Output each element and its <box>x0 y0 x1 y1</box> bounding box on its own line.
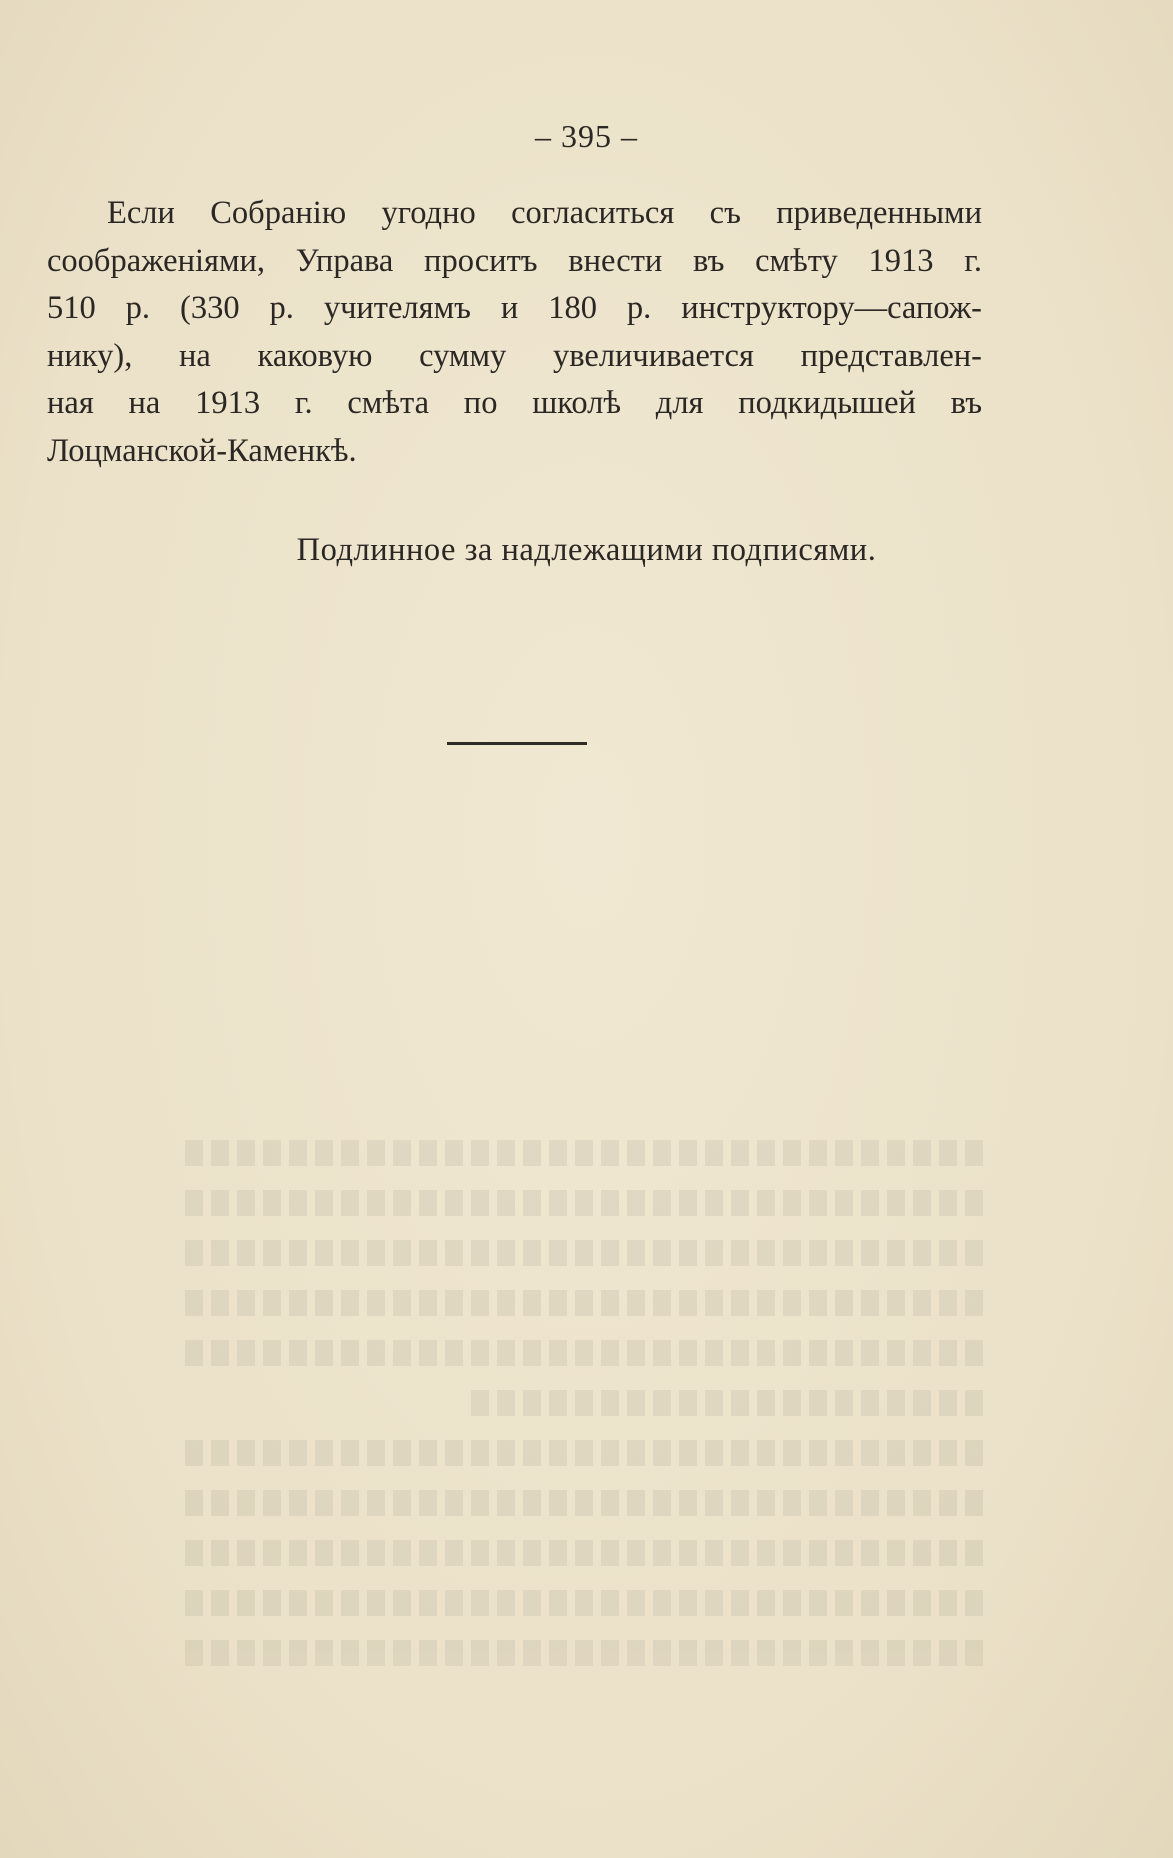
section-end-rule <box>447 742 587 745</box>
paragraph-line: 510 р. (330 р. учителямъ и 180 р. инструктору—сапож- <box>47 290 982 326</box>
page-number: – 395 – <box>535 118 638 154</box>
paragraph-line: Лоцманской-Каменкѣ. <box>47 432 357 469</box>
paragraph-line: соображеніями, Управа проситъ внести въ смѣту 1913 г. <box>47 242 982 279</box>
paragraph-line: ная на 1913 г. смѣта по школѣ для подкидышей въ <box>47 385 982 421</box>
signature-note: Подлинное за надлежащими подписями. <box>296 532 877 568</box>
paragraph-line: Если Собранію угодно согласиться съ приведенными <box>107 195 982 231</box>
body-paragraph <box>47 190 982 475</box>
paragraph-line: нику), на каковую сумму увеличивается представлен- <box>47 337 982 374</box>
